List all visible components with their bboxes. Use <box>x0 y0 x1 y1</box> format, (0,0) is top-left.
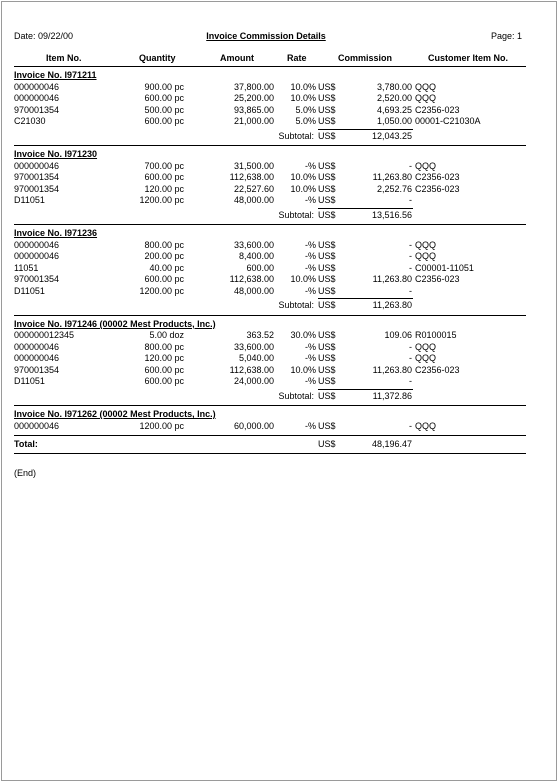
cell-currency: US$ <box>318 93 336 103</box>
cell-customer-item-no: QQQ <box>415 420 437 431</box>
line-item-row <box>14 376 526 387</box>
cell-commission: 11,263.80 <box>372 274 412 284</box>
subtotal-row <box>14 300 526 311</box>
cell-amount: 112,638.00 <box>229 274 274 284</box>
cell-commission: 1,050.00 <box>376 116 412 126</box>
line-item-row <box>14 195 526 206</box>
subtotal-label: Subtotal: <box>278 300 314 310</box>
cell-quantity: 1200.00 pc <box>139 420 184 431</box>
cell-commission: - <box>409 160 412 171</box>
line-item-row <box>14 330 526 341</box>
cell-customer-item-no: QQQ <box>415 93 437 103</box>
col-amount: Amount <box>220 53 254 63</box>
cell-rate: -% <box>305 239 316 250</box>
total-label: Total: <box>14 439 38 449</box>
cell-customer-item-no: C2356-023 <box>415 172 460 182</box>
cell-commission: - <box>409 262 412 273</box>
cell-quantity: 1200.00 pc <box>139 195 184 205</box>
subtotal-value: 11,372.86 <box>372 390 412 401</box>
cell-item-no: 000000012345 <box>14 330 75 340</box>
cell-customer-item-no: C2356-023 <box>415 364 460 375</box>
cell-quantity: 200.00 pc <box>144 251 184 261</box>
cell-rate: -% <box>305 160 316 171</box>
cell-currency: US$ <box>318 239 336 250</box>
cell-customer-item-no: QQQ <box>415 81 437 92</box>
line-item-row <box>14 274 526 285</box>
cell-rate: -% <box>305 353 316 363</box>
subtotal-rule <box>318 389 413 390</box>
cell-rate: 10.0% <box>290 274 316 284</box>
cell-currency: US$ <box>318 172 336 182</box>
cell-commission: - <box>409 239 412 250</box>
cell-rate: -% <box>305 420 316 431</box>
section-rule <box>14 145 526 146</box>
line-item-row <box>14 365 526 376</box>
cell-amount: 112,638.00 <box>229 364 274 375</box>
line-item-row <box>14 353 526 364</box>
subtotal-currency: US$ <box>318 209 336 220</box>
cell-commission: 11,263.80 <box>372 172 412 182</box>
cell-rate: 30.0% <box>290 330 316 340</box>
cell-customer-item-no: C00001-11051 <box>415 262 474 273</box>
cell-amount: 33,600.00 <box>233 239 274 250</box>
subtotal-value: 12,043.25 <box>371 130 412 141</box>
cell-quantity: 600.00 pc <box>144 93 184 103</box>
invoice-heading: Invoice No. I971230 <box>14 149 98 159</box>
cell-quantity: 700.00 pc <box>144 160 184 171</box>
cell-rate: 10.0% <box>290 81 316 92</box>
cell-customer-item-no: C2356-023 <box>415 104 460 115</box>
cell-rate: -% <box>305 376 316 386</box>
cell-customer-item-no: C2356-023 <box>415 274 460 284</box>
cell-currency: US$ <box>318 262 336 273</box>
total-value: 48,196.47 <box>371 439 412 449</box>
section-rule <box>14 224 526 225</box>
cell-item-no: D11051 <box>14 195 45 205</box>
cell-item-no: 970001354 <box>14 364 60 375</box>
subtotal-currency: US$ <box>318 300 336 310</box>
cell-customer-item-no: C2356-023 <box>415 183 460 194</box>
cell-customer-item-no: QQQ <box>415 353 437 363</box>
cell-item-no: C21030 <box>14 116 46 126</box>
cell-currency: US$ <box>318 116 336 126</box>
cell-customer-item-no: R0100015 <box>415 330 457 340</box>
report-date: Date: 09/22/00 <box>14 31 74 41</box>
cell-item-no: 970001354 <box>14 172 60 182</box>
cell-amount: 363.52 <box>246 330 274 340</box>
cell-commission: - <box>409 285 412 296</box>
cell-rate: -% <box>305 285 316 296</box>
line-item-row <box>14 82 526 93</box>
cell-item-no: 970001354 <box>14 274 60 284</box>
cell-currency: US$ <box>318 183 336 194</box>
cell-rate: -% <box>305 341 316 352</box>
subtotal-label: Subtotal: <box>278 130 314 141</box>
total-rule <box>14 453 526 454</box>
cell-amount: 31,500.00 <box>233 160 274 171</box>
cell-currency: US$ <box>318 251 336 261</box>
subtotal-rule <box>318 129 413 130</box>
cell-amount: 93,865.00 <box>233 104 274 115</box>
cell-item-no: 000000046 <box>14 81 60 92</box>
line-item-row <box>14 93 526 104</box>
cell-quantity: 900.00 pc <box>144 81 184 92</box>
subtotal-row <box>14 391 526 402</box>
cell-item-no: D11051 <box>14 376 45 386</box>
report-header <box>14 31 522 43</box>
cell-rate: 5.0% <box>295 116 316 126</box>
cell-amount: 25,200.00 <box>233 93 274 103</box>
line-item-row <box>14 263 526 274</box>
cell-commission: 11,263.80 <box>372 364 412 375</box>
cell-quantity: 120.00 pc <box>144 353 184 363</box>
cell-item-no: 970001354 <box>14 104 60 115</box>
cell-currency: US$ <box>318 420 336 431</box>
subtotal-rule <box>318 208 413 209</box>
cell-rate: 10.0% <box>290 93 316 103</box>
cell-item-no: 000000046 <box>14 93 60 103</box>
col-item-no: Item No. <box>46 53 82 63</box>
column-headers <box>14 53 526 66</box>
cell-amount: 48,000.00 <box>233 195 274 205</box>
cell-rate: 5.0% <box>295 104 316 115</box>
subtotal-rule <box>318 298 413 299</box>
cell-rate: 10.0% <box>290 364 316 375</box>
cell-item-no: 000000046 <box>14 420 60 431</box>
line-item-row <box>14 184 526 195</box>
end-marker: (End) <box>14 468 37 478</box>
cell-amount: 60,000.00 <box>233 420 274 431</box>
cell-item-no: D11051 <box>14 285 45 296</box>
invoice-heading: Invoice No. I971236 <box>14 228 98 238</box>
cell-amount: 8,400.00 <box>238 251 274 261</box>
cell-commission: - <box>409 420 412 431</box>
cell-quantity: 800.00 pc <box>144 239 184 250</box>
cell-commission: 4,693.25 <box>376 104 412 115</box>
cell-quantity: 800.00 pc <box>144 341 184 352</box>
subtotal-row <box>14 210 526 221</box>
cell-quantity: 600.00 pc <box>144 274 184 284</box>
cell-amount: 37,800.00 <box>233 81 274 92</box>
cell-amount: 48,000.00 <box>233 285 274 296</box>
page-number: Page: 1 <box>490 31 522 41</box>
cell-commission: - <box>409 376 412 386</box>
line-item-row <box>14 342 526 353</box>
subtotal-currency: US$ <box>318 390 336 401</box>
section-rule <box>14 405 526 406</box>
cell-commission: - <box>409 195 412 205</box>
cell-rate: -% <box>305 195 316 205</box>
subtotal-value: 13,516.56 <box>371 209 412 220</box>
col-rate: Rate <box>287 53 307 63</box>
cell-currency: US$ <box>318 341 336 352</box>
section-rule <box>14 435 526 436</box>
cell-currency: US$ <box>318 285 336 296</box>
cell-item-no: 000000046 <box>14 341 60 352</box>
cell-currency: US$ <box>318 81 336 92</box>
cell-item-no: 000000046 <box>14 160 60 171</box>
total-currency: US$ <box>318 439 336 449</box>
line-item-row <box>14 105 526 116</box>
cell-commission: - <box>409 251 412 261</box>
subtotal-label: Subtotal: <box>278 390 314 401</box>
col-customer-item-no: Customer Item No. <box>428 53 509 63</box>
cell-currency: US$ <box>318 160 336 171</box>
cell-rate: -% <box>305 251 316 261</box>
col-commission: Commission <box>338 53 393 63</box>
cell-currency: US$ <box>318 330 336 340</box>
cell-customer-item-no: QQQ <box>415 160 437 171</box>
cell-quantity: 600.00 pc <box>144 364 184 375</box>
line-item-row <box>14 286 526 297</box>
cell-commission: - <box>409 341 412 352</box>
cell-customer-item-no: QQQ <box>415 239 437 250</box>
line-item-row <box>14 240 526 251</box>
cell-currency: US$ <box>318 353 336 363</box>
cell-amount: 5,040.00 <box>238 353 274 363</box>
subtotal-currency: US$ <box>318 130 336 141</box>
cell-quantity: 1200.00 pc <box>139 285 184 296</box>
subtotal-label: Subtotal: <box>278 209 314 220</box>
cell-quantity: 500.00 pc <box>144 104 184 115</box>
cell-commission: 109.06 <box>384 330 412 340</box>
cell-commission: 3,780.00 <box>376 81 412 92</box>
cell-quantity: 600.00 pc <box>144 116 184 126</box>
cell-item-no: 000000046 <box>14 251 60 261</box>
cell-amount: 600.00 <box>246 262 274 273</box>
invoice-heading: Invoice No. I971262 (00002 Mest Products, Inc.) <box>14 409 216 419</box>
cell-currency: US$ <box>318 195 336 205</box>
cell-item-no: 000000046 <box>14 239 60 250</box>
cell-quantity: 40.00 pc <box>149 262 184 273</box>
subtotal-value: 11,263.80 <box>372 300 412 310</box>
cell-amount: 33,600.00 <box>233 341 274 352</box>
cell-commission: - <box>409 353 412 363</box>
cell-currency: US$ <box>318 274 336 284</box>
section-rule <box>14 315 526 316</box>
cell-customer-item-no: QQQ <box>415 341 437 352</box>
invoice-heading: Invoice No. I971246 (00002 Mest Products, Inc.) <box>14 318 216 329</box>
cell-quantity: 5.00 doz <box>149 330 184 340</box>
cell-item-no: 000000046 <box>14 353 60 363</box>
line-item-row <box>14 421 526 432</box>
total-row <box>14 439 526 450</box>
cell-rate: 10.0% <box>290 183 316 194</box>
cell-item-no: 970001354 <box>14 183 60 194</box>
report-page <box>1 1 557 781</box>
header-rule <box>14 66 526 67</box>
line-item-row <box>14 251 526 262</box>
cell-rate: -% <box>305 262 316 273</box>
line-item-row <box>14 172 526 183</box>
cell-quantity: 600.00 pc <box>144 376 184 386</box>
cell-amount: 24,000.00 <box>233 376 274 386</box>
cell-rate: 10.0% <box>290 172 316 182</box>
cell-customer-item-no: 00001-C21030A <box>415 116 481 126</box>
line-item-row <box>14 116 526 127</box>
cell-currency: US$ <box>318 104 336 115</box>
cell-quantity: 120.00 pc <box>144 183 184 194</box>
cell-commission: 2,252.76 <box>376 183 412 194</box>
subtotal-row <box>14 131 526 142</box>
cell-amount: 112,638.00 <box>229 172 274 182</box>
cell-quantity: 600.00 pc <box>144 172 184 182</box>
cell-customer-item-no: QQQ <box>415 251 437 261</box>
invoice-heading: Invoice No. I971211 <box>14 70 97 80</box>
cell-amount: 21,000.00 <box>233 116 274 126</box>
cell-commission: 2,520.00 <box>376 93 412 103</box>
report-title: Invoice Commission Details <box>206 31 326 41</box>
cell-item-no: 11051 <box>14 262 39 273</box>
cell-amount: 22,527.60 <box>233 183 274 194</box>
cell-currency: US$ <box>318 376 336 386</box>
col-quantity: Quantity <box>139 53 176 63</box>
cell-currency: US$ <box>318 364 336 375</box>
line-item-row <box>14 161 526 172</box>
